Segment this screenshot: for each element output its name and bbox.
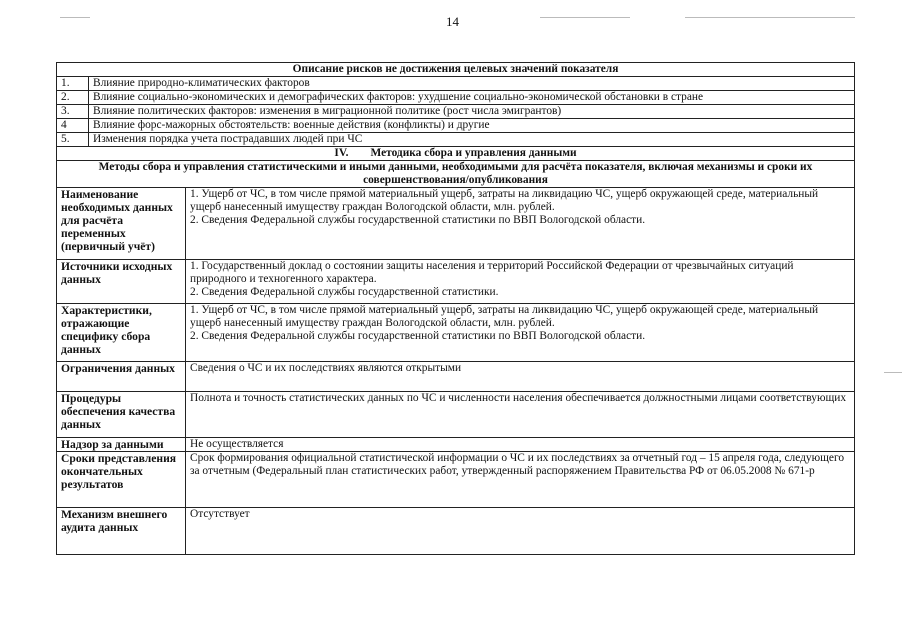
document-table [56, 62, 855, 555]
method-row [57, 304, 855, 362]
scan-artifact-line [685, 17, 855, 18]
method-row [57, 438, 855, 452]
risk-text: Влияние социально-экономических и демографических факторов: ухудшение социально-экономической обстановки в стране [89, 91, 855, 105]
method-row [57, 362, 855, 392]
risk-text: Влияние форс-мажорных обстоятельств: военные действия (конфликты) и другие [89, 119, 855, 133]
method-row [57, 392, 855, 438]
method-label: Ограничения данных [57, 362, 186, 392]
section-subtitle: Методы сбора и управления статистическими и иными данными, необходимыми для расчёта показателя, включая механизмы и сроки их совершенствования/опубликования [57, 161, 855, 188]
method-value-paragraph: Полнота и точность статистических данных по ЧС и численности населения обеспечивается должностными лицами соответствующих [190, 392, 847, 404]
method-value-paragraph: 2. Сведения Федеральной службы государственной статистики. [190, 286, 499, 298]
risk-row [57, 119, 855, 133]
page-number: 14 [446, 14, 459, 29]
risk-row [57, 105, 855, 119]
method-label: Характеристики, отражающие специфику сбора данных [57, 304, 186, 362]
risk-text: Влияние природно-климатических факторов [89, 77, 855, 91]
risks-title: Описание рисков не достижения целевых значений показателя [57, 63, 855, 77]
risk-row [57, 91, 855, 105]
method-label: Источники исходных данных [57, 260, 186, 304]
method-label: Надзор за данными [57, 438, 186, 452]
method-value-paragraph: 1. Ущерб от ЧС, в том числе прямой материальный ущерб, затраты на ликвидацию ЧС, ущерб окружающей среде, материальный ущерб нанесенный имуществу граждан Вологодской области, млн. рублей. [190, 188, 819, 213]
method-value-paragraph: Отсутствует [190, 508, 250, 520]
risk-text: Изменения порядка учета пострадавших людей при ЧС [89, 133, 855, 147]
method-row [57, 260, 855, 304]
method-value [186, 260, 855, 304]
risk-text: Влияние политических факторов: изменения в миграционной политике (рост числа эмигрантов) [89, 105, 855, 119]
method-row [57, 452, 855, 508]
method-value [186, 362, 855, 392]
method-row [57, 508, 855, 555]
method-value [186, 392, 855, 438]
risk-number: 1. [57, 77, 89, 91]
method-value-paragraph: Сведения о ЧС и их последствиях являются открытыми [190, 362, 462, 374]
section-subtitle-row [57, 161, 855, 188]
method-value [186, 452, 855, 508]
method-value-paragraph: 1. Государственный доклад о состоянии защиты населения и территорий Российской Федерации от чрезвычайных ситуаций природного и техногенного характера. [190, 260, 794, 285]
risk-number: 4 [57, 119, 89, 133]
method-value [186, 438, 855, 452]
risk-row [57, 133, 855, 147]
scan-artifact-line [540, 17, 630, 18]
method-value-paragraph: Не осуществляется [190, 438, 284, 450]
method-value-paragraph: Срок формирования официальной статистической информации о ЧС и их последствиях за отчетный год – 15 апреля года, следующего за отчетным (Федеральный план статистических работ, утвержденный распоряжением Правительства РФ от 06.05.2008 № 671-р [190, 452, 845, 477]
method-value [186, 188, 855, 260]
method-value [186, 304, 855, 362]
method-value-paragraph: 2. Сведения Федеральной службы государственной статистики по ВВП Вологодской области. [190, 330, 646, 342]
scan-artifact-line [884, 372, 902, 373]
method-label: Механизм внешнего аудита данных [57, 508, 186, 555]
method-value-paragraph: 2. Сведения Федеральной службы государственной статистики по ВВП Вологодской области. [190, 214, 646, 226]
scan-artifact-line [60, 17, 90, 18]
method-label: Сроки представления окончательных результатов [57, 452, 186, 508]
risk-number: 2. [57, 91, 89, 105]
section-title: Методика сбора и управления данными [370, 147, 577, 159]
section-heading [57, 147, 855, 161]
method-row [57, 188, 855, 260]
risk-number: 5. [57, 133, 89, 147]
risks-title-row [57, 63, 855, 77]
section-heading-row [57, 147, 855, 161]
method-label: Наименование необходимых данных для расчёта переменных (первичный учёт) [57, 188, 186, 260]
section-roman-numeral: IV. [334, 147, 349, 159]
risk-row [57, 77, 855, 91]
risk-number: 3. [57, 105, 89, 119]
method-value [186, 508, 855, 555]
method-label: Процедуры обеспечения качества данных [57, 392, 186, 438]
method-value-paragraph: 1. Ущерб от ЧС, в том числе прямой материальный ущерб, затраты на ликвидацию ЧС, ущерб окружающей среде, материальный ущерб нанесенный имуществу граждан Вологодской области, млн. рублей. [190, 304, 819, 329]
